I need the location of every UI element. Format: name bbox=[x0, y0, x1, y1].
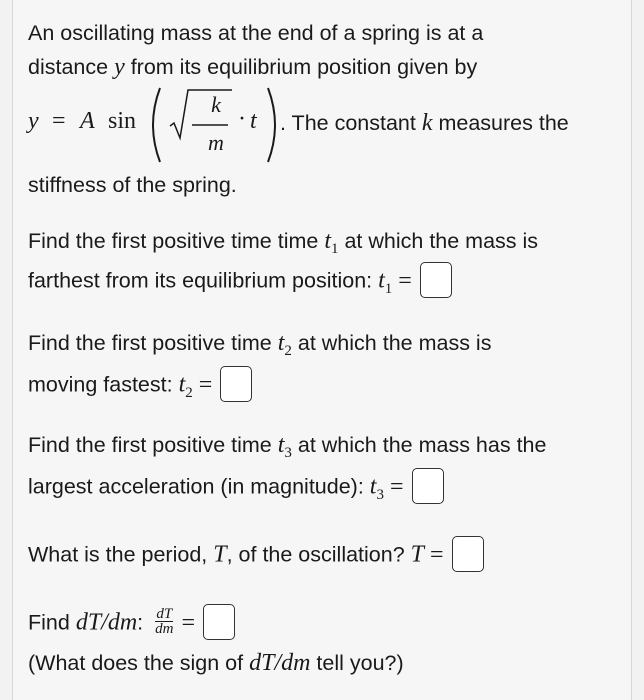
var-T: T bbox=[213, 541, 227, 568]
equals-sign: = bbox=[398, 267, 412, 294]
answer-period-input[interactable] bbox=[452, 536, 484, 572]
formula-dot: · bbox=[238, 106, 246, 132]
q3-line-1 bbox=[28, 430, 546, 463]
var-T: T bbox=[410, 541, 425, 568]
q4-text: , of the oscillation? bbox=[226, 542, 411, 567]
equals-sign: = bbox=[181, 609, 196, 636]
subscript: 2 bbox=[185, 384, 193, 401]
var-t3: t bbox=[277, 432, 285, 458]
var-t2: t bbox=[178, 371, 186, 398]
var-k: k bbox=[421, 110, 433, 136]
q3-line-2 bbox=[28, 470, 444, 506]
intro-line-3 bbox=[280, 108, 569, 138]
right-paren bbox=[268, 88, 275, 162]
intro-text: An oscillating mass at the end of a spring is at a bbox=[28, 21, 484, 45]
q1-text: farthest from its equilibrium position: bbox=[28, 268, 379, 293]
intro-text: from its equilibrium position given by bbox=[124, 55, 478, 79]
q2-text: Find the first positive time bbox=[28, 331, 278, 355]
intro-text: distance bbox=[28, 55, 115, 79]
answer-t1-input[interactable] bbox=[420, 262, 452, 298]
formula-y: y bbox=[28, 108, 39, 134]
var-t2: t bbox=[277, 330, 285, 356]
intro-line-4 bbox=[28, 170, 237, 200]
frac-denominator: dm bbox=[155, 620, 174, 637]
q4-text: What is the period, bbox=[28, 542, 214, 567]
subscript: 1 bbox=[384, 280, 393, 297]
q3-text: Find the first positive time bbox=[28, 433, 278, 457]
formula-equals: = bbox=[52, 108, 66, 134]
intro-text: measures the bbox=[432, 111, 569, 135]
answer-t2-input[interactable] bbox=[220, 366, 252, 402]
frac-numerator: dT bbox=[156, 605, 173, 622]
q2-line-1 bbox=[28, 328, 491, 361]
q1-line-2 bbox=[28, 264, 452, 300]
q3-text: at which the mass has the bbox=[291, 433, 547, 457]
intro-line-1 bbox=[28, 18, 483, 48]
q1-line-1 bbox=[28, 226, 538, 259]
subscript: 1 bbox=[331, 241, 339, 257]
q4-line bbox=[28, 538, 484, 574]
formula-sin: sin bbox=[108, 108, 137, 134]
left-paren bbox=[153, 88, 160, 162]
q5-note bbox=[28, 648, 404, 678]
q2-text: moving fastest: bbox=[28, 372, 179, 397]
q5-text: Find bbox=[28, 610, 76, 635]
q2-line-2 bbox=[28, 368, 252, 404]
q5-note-text: tell you?) bbox=[310, 651, 404, 675]
dT-dm-expr: dT/dm bbox=[249, 650, 311, 676]
equals-sign: = bbox=[198, 371, 213, 398]
var-y: y bbox=[114, 54, 125, 80]
q5-line bbox=[28, 606, 235, 642]
subscript: 3 bbox=[376, 486, 384, 503]
formula-m: m bbox=[208, 130, 224, 155]
formula-A: A bbox=[80, 108, 95, 134]
answer-dTdm-input[interactable] bbox=[203, 604, 235, 640]
var-t1: t bbox=[324, 228, 331, 254]
var-t3: t bbox=[369, 473, 377, 500]
intro-text: stiffness of the spring. bbox=[28, 173, 237, 197]
q5-text: : bbox=[137, 610, 144, 635]
equals-sign: = bbox=[430, 541, 444, 568]
answer-t3-input[interactable] bbox=[412, 468, 444, 504]
q1-text: Find the first positive time time bbox=[28, 229, 325, 253]
equals-sign: = bbox=[389, 473, 404, 500]
intro-text: . The constant bbox=[280, 111, 422, 135]
q5-note-text: (What does the sign of bbox=[28, 651, 250, 675]
subscript: 3 bbox=[284, 445, 292, 461]
intro-line-2 bbox=[28, 52, 477, 82]
formula-k: k bbox=[211, 92, 221, 117]
subscript: 2 bbox=[284, 343, 292, 359]
q1-text: at which the mass is bbox=[338, 229, 539, 253]
formula-t: t bbox=[250, 108, 257, 134]
q3-text: largest acceleration (in magnitude): bbox=[28, 474, 370, 499]
dT-dm-fraction bbox=[155, 607, 173, 636]
q2-text: at which the mass is bbox=[291, 331, 492, 355]
dT-dm-expr: dT/dm bbox=[75, 609, 138, 636]
var-t1: t bbox=[378, 267, 385, 294]
